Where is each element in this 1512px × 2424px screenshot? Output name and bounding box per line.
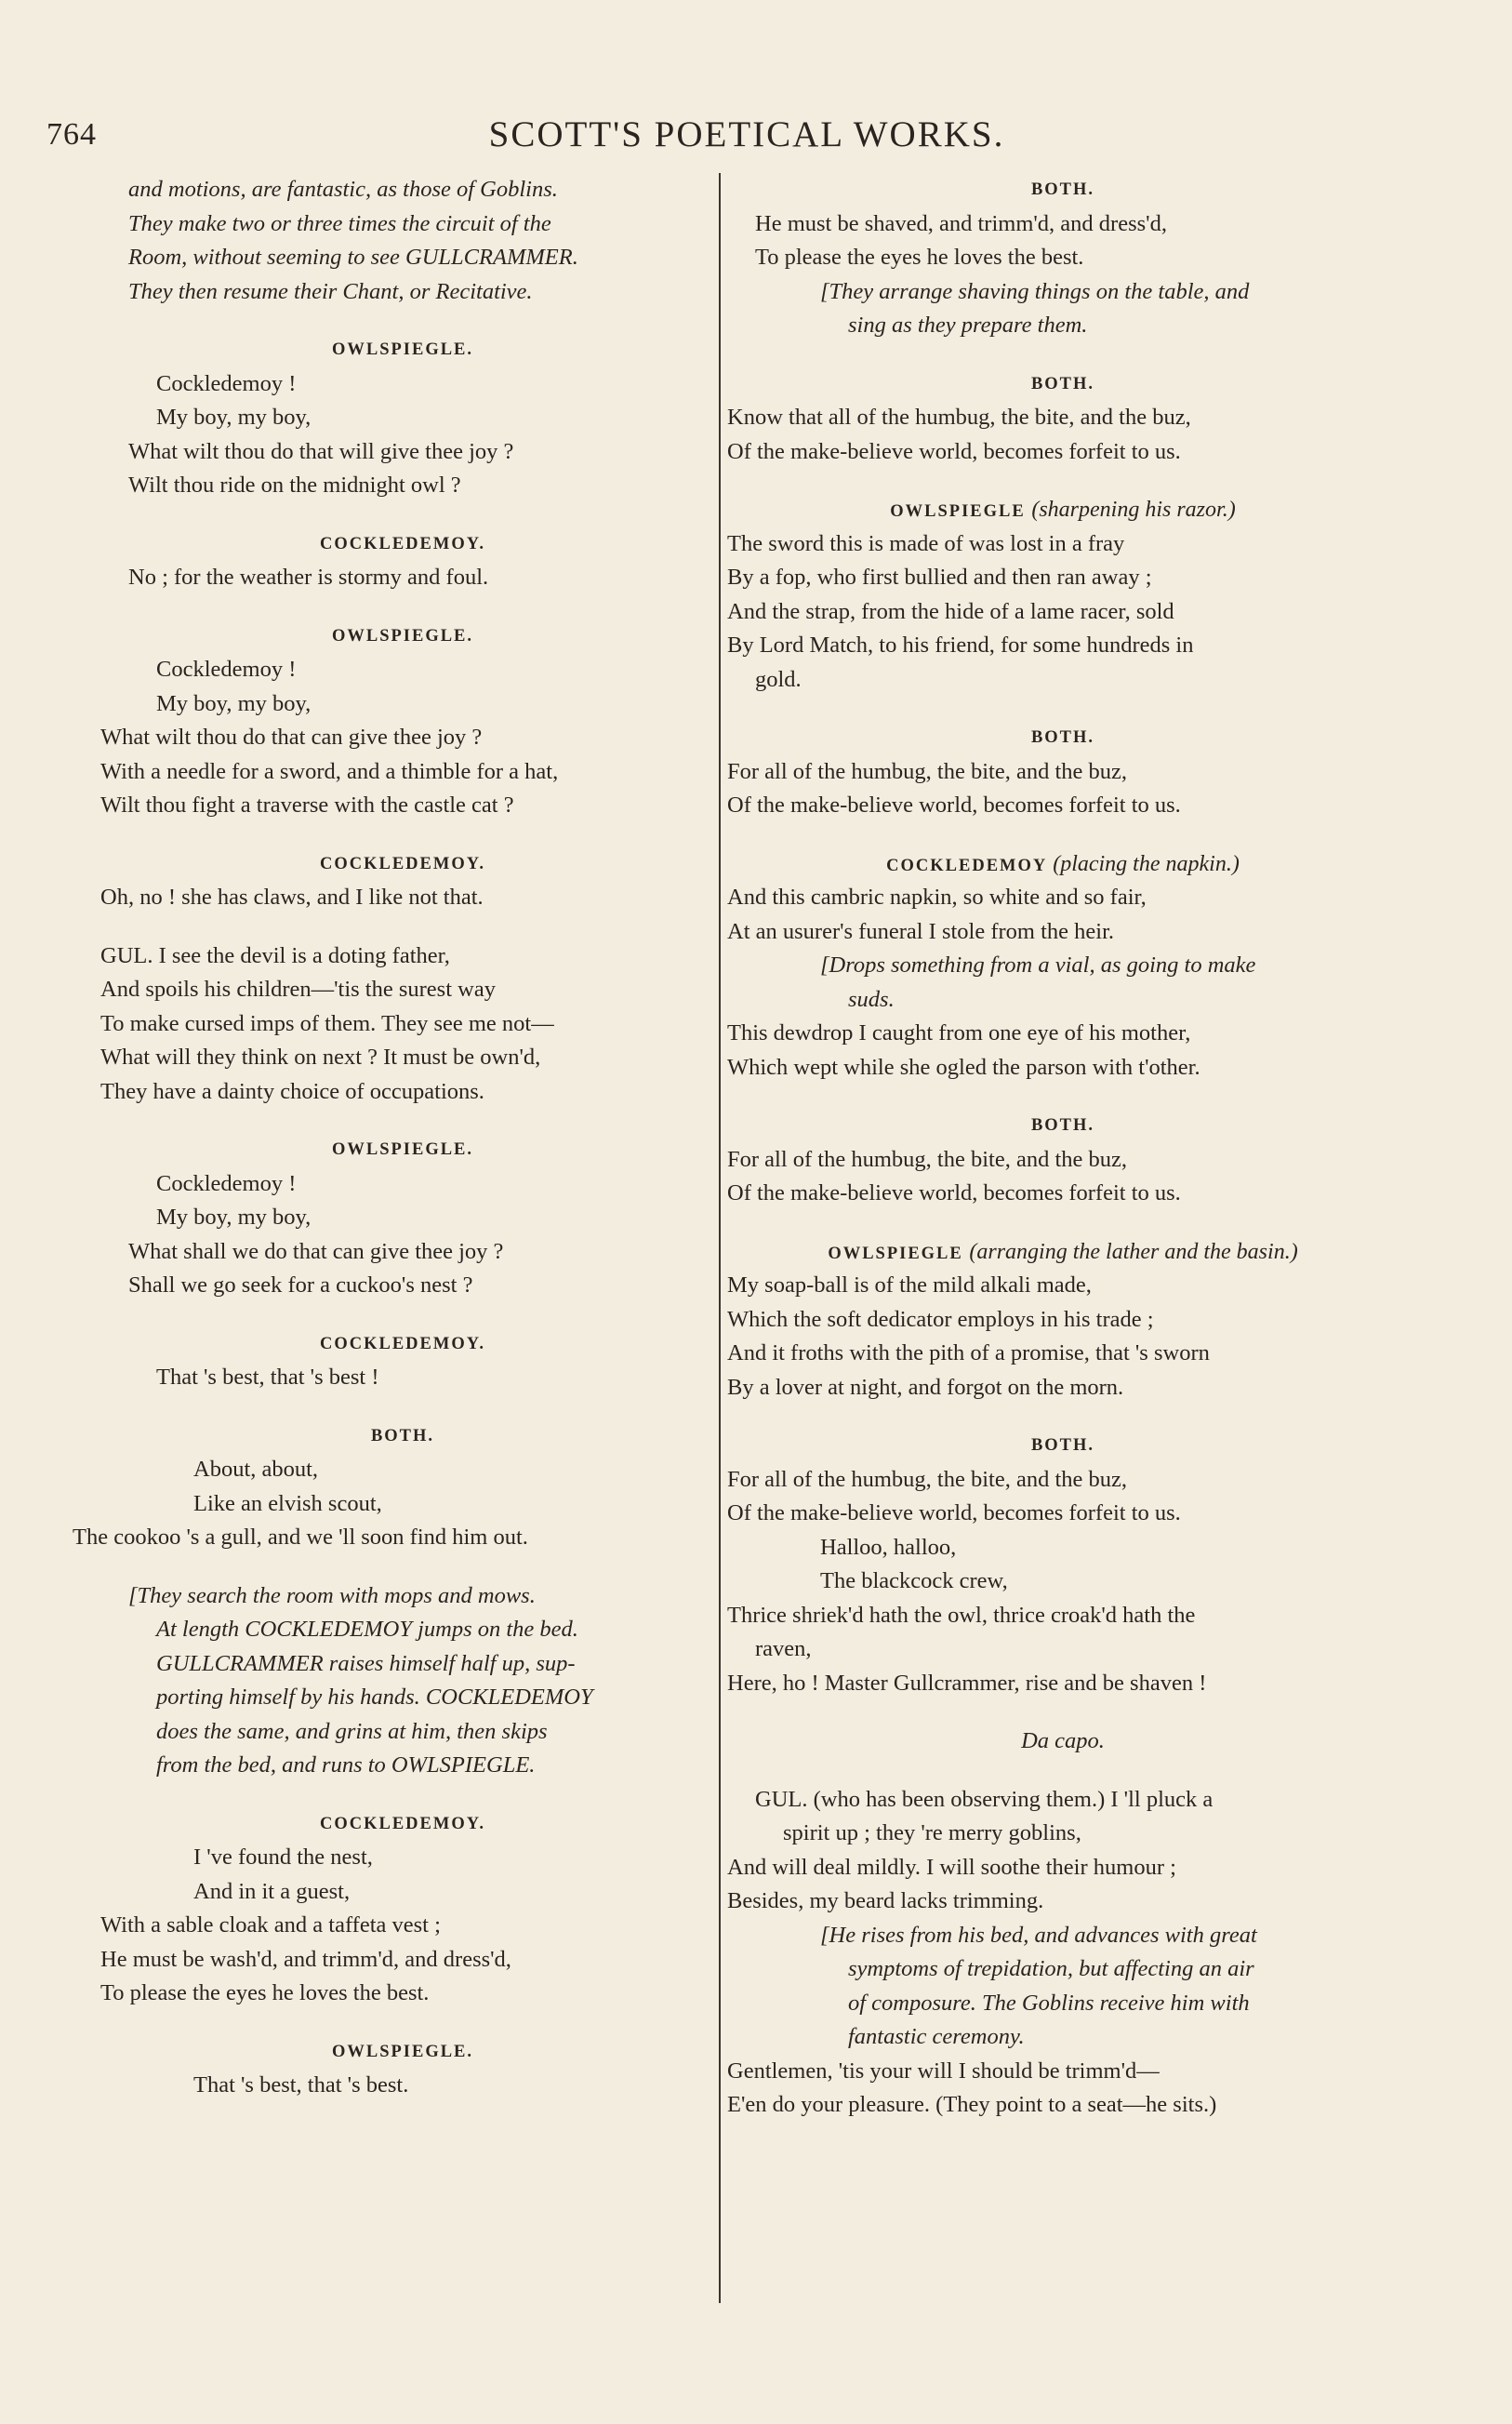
stage-direction-line: They then resume their Chant, or Recitative. <box>128 278 533 304</box>
verse-line: To make cursed imps of them. They see me not— <box>100 1010 554 1036</box>
verse-line: Cockledemoy ! <box>156 1170 297 1196</box>
verse-line: Halloo, halloo, <box>820 1534 957 1560</box>
verse-line: E'en do your pleasure. (They point to a seat—he sits.) <box>727 2092 1217 2117</box>
stage-direction-line: does the same, and grins at him, then skips <box>156 1718 548 1744</box>
verse-line: GUL. (who has been observing them.) I 'll pluck a <box>755 1786 1214 1812</box>
verse-line: What wilt thou do that will give thee joy ? <box>128 438 514 464</box>
verse-line: They have a dainty choice of occupations. <box>100 1078 484 1104</box>
verse-line: What will they think on next ? It must be own'd, <box>100 1045 541 1070</box>
verse-line: Of the make-believe world, becomes forfeit to us. <box>727 438 1181 464</box>
verse-line: Wilt thou ride on the midnight owl ? <box>128 473 461 498</box>
speaker-label: BOTH. <box>1030 374 1095 393</box>
speaker-label: COCKLEDEMOY <box>886 856 1047 875</box>
verse-line: What wilt thou do that can give thee joy ? <box>100 725 483 750</box>
verse-line: Wilt thou fight a traverse with the castle cat ? <box>100 792 514 818</box>
speaker-label: BOTH. <box>1030 180 1095 199</box>
stage-direction-line: [They search the room with mops and mows. <box>128 1582 536 1608</box>
stage-direction-line: and motions, are fantastic, as those of Goblins. <box>128 177 558 202</box>
speaker-line <box>727 1235 1399 1270</box>
verse-line: For all of the humbug, the bite, and the buz, <box>727 1466 1128 1492</box>
verse-line: Cockledemoy ! <box>156 370 297 396</box>
verse-line: Besides, my beard lacks trimming. <box>727 1888 1044 1913</box>
speaker-label: OWLSPIEGLE <box>890 502 1026 521</box>
speaker-label: OWLSPIEGLE. <box>331 626 474 646</box>
stage-direction-line: They make two or three times the circuit of the <box>128 210 551 236</box>
verse-line: My boy, my boy, <box>156 690 312 716</box>
verse-line: What shall we do that can give thee joy ? <box>128 1238 504 1264</box>
verse-line: That 's best, that 's best. <box>193 2072 409 2098</box>
verse-line: With a needle for a sword, and a thimble for a hat, <box>100 758 559 784</box>
stage-direction-line: porting himself by his hands. COCKLEDEMOY <box>156 1685 593 1710</box>
verse-line: And in it a guest, <box>193 1878 351 1904</box>
stage-direction-line: suds. <box>848 986 895 1012</box>
verse-line: Cockledemoy ! <box>156 657 297 682</box>
verse-line: To please the eyes he loves the best. <box>755 245 1084 270</box>
verse-line: For all of the humbug, the bite, and the buz, <box>727 758 1128 784</box>
speaker-label: BOTH. <box>1030 1436 1095 1455</box>
verse-line: Here, ho ! Master Gullcrammer, rise and be shaven ! <box>727 1670 1207 1696</box>
stage-direction-line: [He rises from his bed, and advances with great <box>820 1922 1257 1948</box>
verse-line: To please the eyes he loves the best. <box>100 1980 430 2005</box>
verse-line: spirit up ; they 're merry goblins, <box>783 1820 1081 1845</box>
left-column <box>73 173 705 2103</box>
speaker-direction: (sharpening his razor.) <box>1031 498 1236 522</box>
verse-line: No ; for the weather is stormy and foul. <box>128 565 489 590</box>
stage-direction-line: fantastic ceremony. <box>848 2024 1025 2049</box>
speaker-label: BOTH. <box>1030 728 1095 747</box>
verse-line: My soap-ball is of the mild alkali made, <box>727 1272 1092 1298</box>
verse-line: Know that all of the humbug, the bite, and the buz, <box>727 405 1191 430</box>
verse-line: Gentlemen, 'tis your will I should be trimm'd— <box>727 2058 1160 2084</box>
verse-line: By a fop, who first bullied and then ran away ; <box>727 565 1152 590</box>
speaker-line <box>727 847 1399 882</box>
verse-line: The sword this is made of was lost in a fray <box>727 530 1125 556</box>
verse-line: I 've found the nest, <box>193 1845 373 1870</box>
da-capo: Da capo. <box>1021 1728 1105 1753</box>
verse-line: And it froths with the pith of a promise, that 's sworn <box>727 1340 1210 1365</box>
column-divider <box>719 173 721 2303</box>
speaker-label: COCKLEDEMOY. <box>319 1814 486 1833</box>
verse-line: Like an elvish scout, <box>193 1490 382 1516</box>
verse-line: The cookoo 's a gull, and we 'll soon find him out. <box>73 1525 528 1550</box>
verse-line: This dewdrop I caught from one eye of his mother, <box>727 1020 1191 1046</box>
stage-direction <box>727 949 1399 1017</box>
stage-direction-line: of composure. The Goblins receive him with <box>848 1990 1250 2016</box>
verse-line: For all of the humbug, the bite, and the buz, <box>727 1146 1128 1172</box>
verse-line: My boy, my boy, <box>156 1205 312 1230</box>
verse-line: Of the make-believe world, becomes forfeit to us. <box>727 792 1181 818</box>
stage-direction <box>727 275 1399 343</box>
speaker-label: OWLSPIEGLE. <box>331 340 474 359</box>
verse-line: The blackcock crew, <box>820 1568 1008 1593</box>
verse-line: And will deal mildly. I will soothe their humour ; <box>727 1854 1176 1880</box>
speaker-label: COCKLEDEMOY. <box>319 534 486 553</box>
verse-line: gold. <box>755 666 802 692</box>
speaker-label: BOTH. <box>370 1426 435 1445</box>
verse-line: And spoils his children—'tis the surest way <box>100 977 496 1002</box>
verse-line: He must be wash'd, and trimm'd, and dress'd, <box>100 1946 511 1972</box>
verse-line: Which wept while she ogled the parson with t'other. <box>727 1054 1200 1080</box>
page-header <box>46 110 1447 166</box>
stage-direction-line: from the bed, and runs to OWLSPIEGLE. <box>156 1752 536 1778</box>
verse-line: He must be shaved, and trimm'd, and dress'd, <box>755 210 1167 236</box>
speaker-label: BOTH. <box>1030 1116 1095 1135</box>
stage-direction <box>727 1919 1399 2055</box>
speaker-direction: (placing the napkin.) <box>1053 851 1240 876</box>
stage-direction-line: sing as they prepare them. <box>848 313 1088 338</box>
verse-line: Of the make-believe world, becomes forfeit to us. <box>727 1180 1181 1205</box>
speaker-line <box>727 493 1399 527</box>
stage-direction-line: Room, without seeming to see GULLCRAMMER. <box>128 245 578 270</box>
verse-line: By Lord Match, to his friend, for some hundreds in <box>727 633 1194 658</box>
stage-direction-line: At length COCKLEDEMOY jumps on the bed. <box>156 1617 578 1642</box>
speaker-label: OWLSPIEGLE. <box>331 1140 474 1159</box>
running-title: SCOTT'S POETICAL WORKS. <box>488 114 1005 154</box>
verse-line: And the strap, from the hide of a lame racer, sold <box>727 598 1174 624</box>
verse-line: Which the soft dedicator employs in his trade ; <box>727 1306 1154 1332</box>
verse-line: About, about, <box>193 1457 319 1482</box>
verse-line: By a lover at night, and forgot on the morn. <box>727 1374 1124 1400</box>
verse-line: Of the make-believe world, becomes forfeit to us. <box>727 1500 1181 1525</box>
stage-direction <box>100 173 705 309</box>
verse-line: My boy, my boy, <box>156 405 312 430</box>
stage-direction-line: GULLCRAMMER raises himself half up, sup- <box>156 1650 576 1676</box>
speaker-label: OWLSPIEGLE. <box>331 2042 474 2061</box>
verse-line: At an usurer's funeral I stole from the heir. <box>727 918 1115 944</box>
verse-line: And this cambric napkin, so white and so fair, <box>727 885 1147 910</box>
verse-line: With a sable cloak and a taffeta vest ; <box>100 1912 441 1938</box>
verse-line: raven, <box>755 1636 812 1661</box>
verse-line: Shall we go seek for a cuckoo's nest ? <box>128 1272 473 1298</box>
verse-line: GUL. I see the devil is a doting father, <box>100 942 450 968</box>
verse-line: Oh, no ! she has claws, and I like not that. <box>100 885 484 910</box>
right-column <box>727 173 1399 2123</box>
speaker-label: COCKLEDEMOY. <box>319 854 486 873</box>
stage-direction-line: [Drops something from a vial, as going to make <box>820 952 1256 978</box>
stage-direction <box>100 1579 705 1783</box>
verse-line: Thrice shriek'd hath the owl, thrice croak'd hath the <box>727 1602 1196 1628</box>
stage-direction-line: [They arrange shaving things on the table, and <box>820 278 1250 304</box>
speaker-label: OWLSPIEGLE <box>828 1244 963 1263</box>
speaker-label: COCKLEDEMOY. <box>319 1334 486 1353</box>
stage-direction-line: symptoms of trepidation, but affecting an air <box>848 1956 1254 1981</box>
speaker-direction: (arranging the lather and the basin.) <box>969 1239 1298 1264</box>
verse-line: That 's best, that 's best ! <box>156 1365 379 1390</box>
page-number: 764 <box>46 117 97 152</box>
